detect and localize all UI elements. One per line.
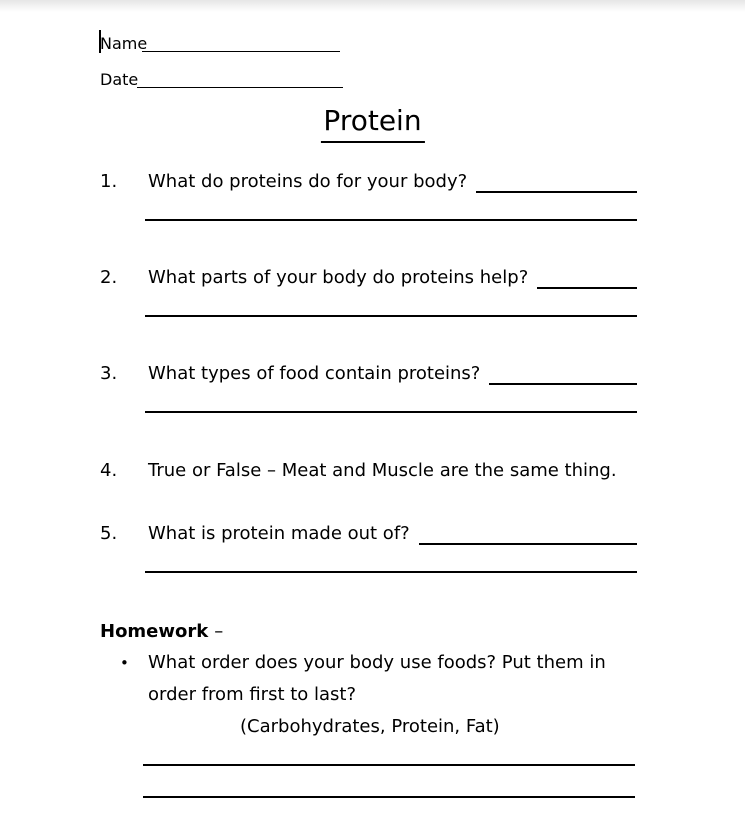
question-number: 1. xyxy=(100,171,118,192)
name-label: Name xyxy=(100,34,148,53)
question-row-4 xyxy=(100,459,637,483)
homework-question-line-2: order from first to last? xyxy=(148,684,357,705)
homework-heading-dash: – xyxy=(214,621,224,642)
question-row-1 xyxy=(100,170,637,194)
answer-blank-line[interactable] xyxy=(145,571,637,573)
question-row-3 xyxy=(100,362,637,386)
question-text: What is protein made out of? xyxy=(148,523,410,544)
homework-answer-line-1[interactable] xyxy=(143,764,635,766)
homework-question-line-1: What order does your body use foods? Put them in xyxy=(148,652,606,673)
question-row-2 xyxy=(100,266,637,290)
date-label: Date xyxy=(100,70,139,89)
question-number: 4. xyxy=(100,460,118,481)
question-number: 2. xyxy=(100,267,118,288)
answer-blank-inline[interactable] xyxy=(476,191,637,193)
date-blank-line[interactable] xyxy=(137,87,343,88)
answer-blank-line[interactable] xyxy=(145,219,637,221)
name-blank-line[interactable] xyxy=(142,51,340,52)
question-text: What do proteins do for your body? xyxy=(148,171,468,192)
homework-answer-line-2[interactable] xyxy=(143,796,635,798)
question-text: What types of food contain proteins? xyxy=(148,363,481,384)
homework-heading-label: Homework xyxy=(100,621,209,642)
bullet-icon: • xyxy=(120,654,129,672)
answer-blank-inline[interactable] xyxy=(419,543,637,545)
question-row-5 xyxy=(100,522,637,546)
question-number: 5. xyxy=(100,523,118,544)
answer-blank-line[interactable] xyxy=(145,411,637,413)
question-number: 3. xyxy=(100,363,118,384)
worksheet-title: Protein xyxy=(320,104,424,143)
page-top-edge xyxy=(0,0,745,12)
question-text: True or False – Meat and Muscle are the same thing. xyxy=(148,460,617,481)
homework-options: (Carbohydrates, Protein, Fat) xyxy=(240,716,500,737)
answer-blank-line[interactable] xyxy=(145,315,637,317)
answer-blank-inline[interactable] xyxy=(489,383,637,385)
question-text: What parts of your body do proteins help? xyxy=(148,267,529,288)
answer-blank-inline[interactable] xyxy=(537,287,637,289)
homework-heading xyxy=(100,620,223,644)
